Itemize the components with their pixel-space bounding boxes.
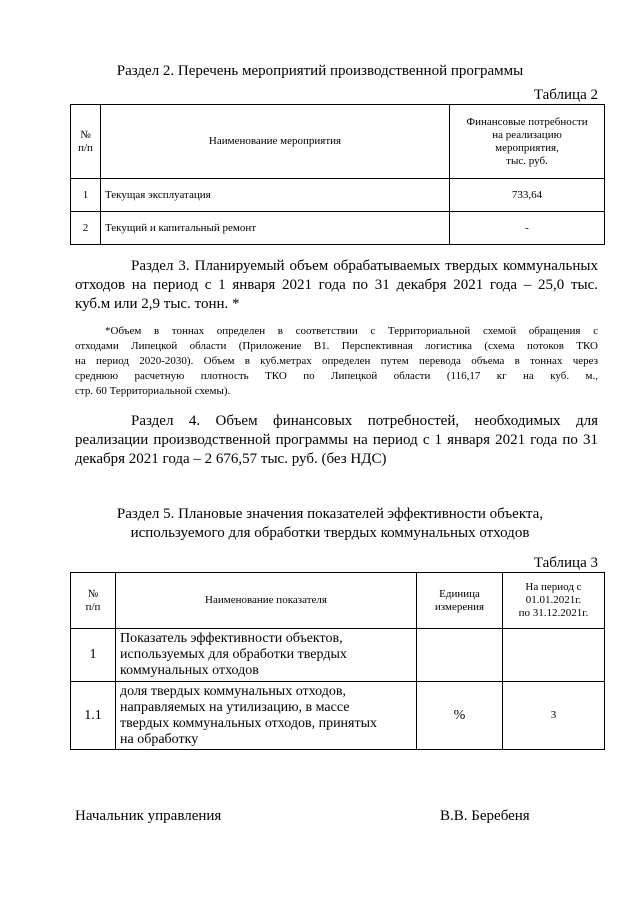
table3-header-name: Наименование показателя — [116, 573, 417, 629]
table3-header-period: На период с 01.01.2021г. по 31.12.2021г. — [503, 573, 605, 629]
section3-text: Раздел 3. Планируемый объем обрабатываемых твердых коммунальных отходов на период с 1 января 2021 года по 31 декабря 2021 года – 25,0 тыс. куб.м или 2,9 тыс. тонн. * — [75, 258, 598, 312]
table3-row1-name: Показатель эффективности объектов, используемых для обработки твердых коммунальных отходов — [116, 629, 417, 682]
table2-row1-num: 1 — [71, 179, 101, 212]
table3-header-num: № п/п — [71, 573, 116, 629]
table-row — [71, 629, 605, 682]
table3-header-unit: Единица измерения — [417, 573, 503, 629]
signature-position: Начальник управления — [75, 808, 222, 824]
table2-header-row — [71, 105, 605, 179]
table2-row1-value: 733,64 — [450, 179, 605, 212]
table3-row2-num: 1.1 — [71, 682, 116, 750]
table2-row1-name: Текущая эксплуатация — [101, 179, 450, 212]
table3-label: Таблица 3 — [533, 555, 598, 571]
table3-header-row — [71, 573, 605, 629]
table2-row2-num: 2 — [71, 212, 101, 245]
table3-row2-value: 3 — [503, 682, 605, 750]
table-2 — [70, 104, 605, 245]
section5-title: Раздел 5. Плановые значения показателей эффективности объекта, используемого для обработки твердых коммунальных отходов — [116, 506, 544, 541]
table2-row2-name: Текущий и капитальный ремонт — [101, 212, 450, 245]
table2-label: Таблица 2 — [533, 87, 598, 103]
table-3 — [70, 572, 605, 750]
table3-row2-unit: % — [417, 682, 503, 750]
table2-header-name: Наименование мероприятия — [101, 105, 450, 179]
table-row — [71, 179, 605, 212]
table3-row1-unit — [417, 629, 503, 682]
table2-header-num: № п/п — [71, 105, 101, 179]
section3-footnote: *Объем в тоннах определен в соответствии с Территориальной схемой обращения с отходами Липецкой области (Приложение В1. Перспективная логистика (схема потоков ТКО на период 2020-2030). Объем в куб.метрах определен путем перевода объема в тоннах через среднюю расчетную плотность ТКО по Липецкой области (116,17 кг на куб. м., стр. 60 Территориальной схемы). — [75, 325, 598, 397]
section4-text: Раздел 4. Объем финансовых потребностей, необходимых для реализации производственной программы на период с 1 января 2021 года по 31 декабря 2021 года – 2 676,57 тыс. руб. (без НДС) — [75, 413, 598, 467]
signature-name: В.В. Беребеня — [440, 808, 530, 824]
table3-row2-name: доля твердых коммунальных отходов, направляемых на утилизацию, в массе твердых коммунальных отходов, принятых на обработку — [116, 682, 417, 750]
table3-row1-value — [503, 629, 605, 682]
table-row — [71, 682, 605, 750]
section2-title: Раздел 2. Перечень мероприятий производственной программы — [116, 63, 524, 79]
table2-header-fin: Финансовые потребности на реализацию мероприятия, тыс. руб. — [450, 105, 605, 179]
table-row — [71, 212, 605, 245]
table3-row1-num: 1 — [71, 629, 116, 682]
table2-row2-value: - — [450, 212, 605, 245]
